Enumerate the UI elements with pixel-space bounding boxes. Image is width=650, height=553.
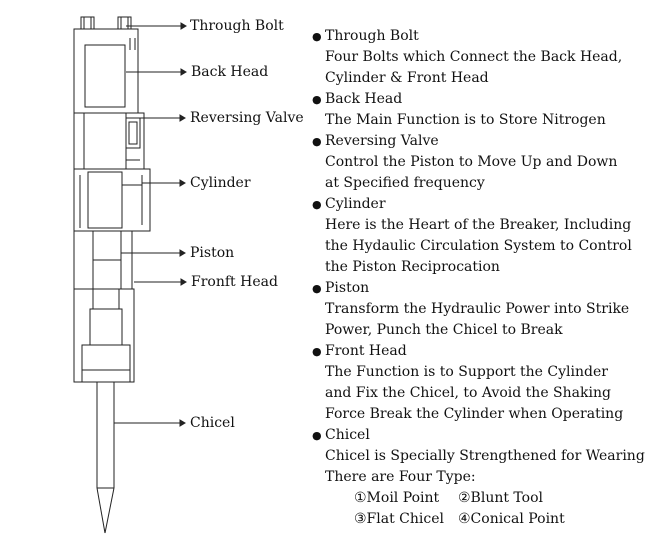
desc-line: Transform the Hydraulic Power into Strike xyxy=(325,301,630,317)
desc-heading-chicel xyxy=(312,425,642,446)
desc-line: at Specified frequency xyxy=(325,175,485,191)
bullet-icon: ● xyxy=(312,135,322,148)
desc-line: There are Four Type: xyxy=(325,469,476,485)
back-head-part xyxy=(74,29,138,113)
chicel-type-item: ①Moil Point xyxy=(354,490,440,506)
callout-piston: Piston xyxy=(190,245,235,261)
desc-line: Power, Punch the Chicel to Break xyxy=(325,322,563,338)
chicel-types-row xyxy=(312,509,642,530)
desc-line: Here is the Heart of the Breaker, Including xyxy=(325,217,632,233)
desc-line: Force Break the Cylinder when Operating xyxy=(325,406,624,422)
desc-line: Chicel is Specially Strengthened for Wearing xyxy=(325,448,645,464)
callout-front-head: Fronft Head xyxy=(191,274,278,290)
desc-line: the Piston Reciprocation xyxy=(325,259,500,275)
callout-chicel: Chicel xyxy=(190,415,235,431)
desc-heading-reversing-valve xyxy=(312,131,642,152)
chicel-type-item: ②Blunt Tool xyxy=(458,490,544,506)
bullet-icon: ● xyxy=(312,345,322,358)
bullet-icon: ● xyxy=(312,30,322,43)
component-descriptions xyxy=(312,26,645,530)
bullet-icon: ● xyxy=(312,198,322,211)
piston-part xyxy=(74,231,132,289)
callout-reversing-valve: Reversing Valve xyxy=(190,110,304,126)
bullet-icon: ● xyxy=(312,282,322,295)
callout-cylinder: Cylinder xyxy=(190,175,251,191)
desc-title: Reversing Valve xyxy=(325,133,439,149)
desc-heading-back-head xyxy=(312,89,642,110)
desc-line: Cylinder & Front Head xyxy=(325,70,489,86)
chicel-types-row xyxy=(312,488,642,509)
desc-heading-piston xyxy=(312,278,642,299)
desc-line: Control the Piston to Move Up and Down xyxy=(325,154,618,170)
desc-heading-through-bolt xyxy=(312,26,642,47)
front-head-part xyxy=(74,289,134,382)
desc-heading-cylinder xyxy=(312,194,642,215)
desc-line: The Main Function is to Store Nitrogen xyxy=(325,112,606,128)
chicel-part xyxy=(97,382,114,533)
callout-back-head: Back Head xyxy=(191,64,269,80)
desc-line: The Function is to Support the Cylinder xyxy=(325,364,608,380)
desc-line: and Fix the Chicel, to Avoid the Shaking xyxy=(325,385,611,401)
cylinder-part xyxy=(74,169,150,231)
through-bolt-nuts xyxy=(81,17,131,29)
chicel-type-item: ④Conical Point xyxy=(458,511,565,527)
desc-title: Cylinder xyxy=(325,196,386,212)
bullet-icon: ● xyxy=(312,429,322,442)
desc-line: Four Bolts which Connect the Back Head, xyxy=(325,49,623,65)
desc-title: Piston xyxy=(325,280,370,296)
desc-title: Chicel xyxy=(325,427,370,443)
desc-title: Back Head xyxy=(325,91,403,107)
desc-line: the Hydaulic Circulation System to Control xyxy=(325,238,632,254)
bullet-icon: ● xyxy=(312,93,322,106)
chicel-type-item: ③Flat Chicel xyxy=(354,511,444,527)
desc-heading-front-head xyxy=(312,341,642,362)
desc-title: Front Head xyxy=(325,343,407,359)
reversing-valve-part xyxy=(74,113,144,169)
callout-through-bolt: Through Bolt xyxy=(190,18,284,34)
desc-title: Through Bolt xyxy=(325,28,419,44)
